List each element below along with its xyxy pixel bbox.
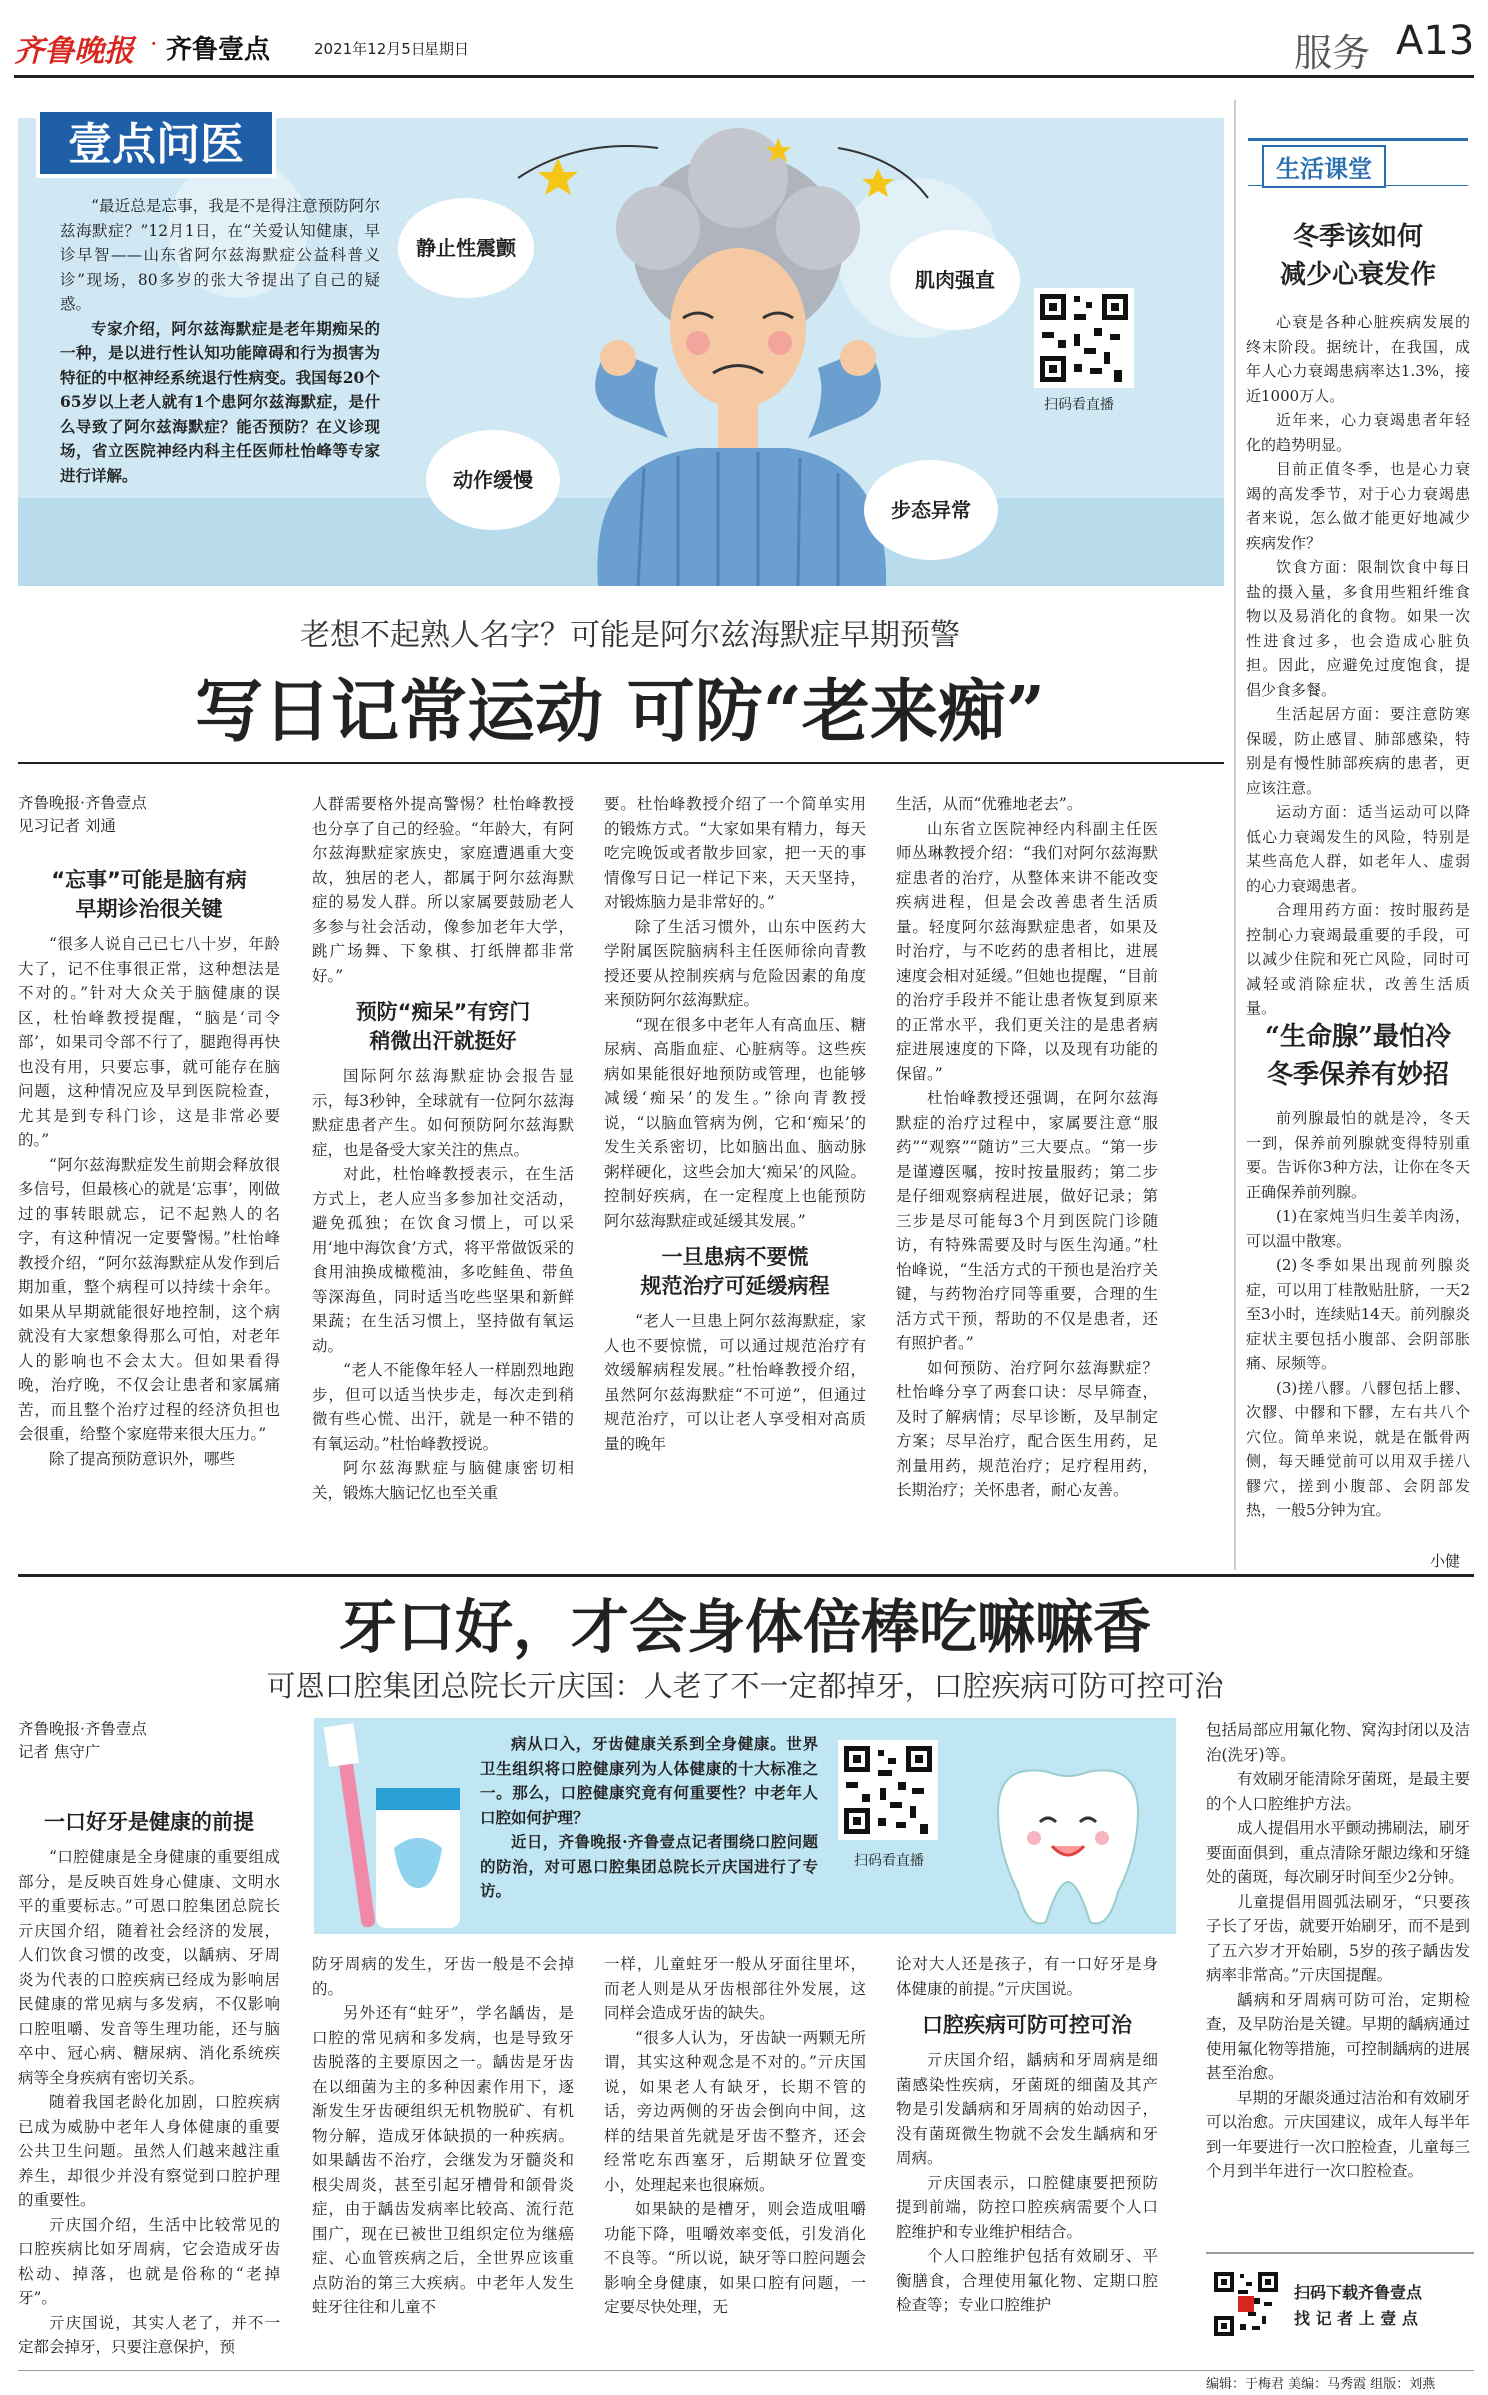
banner-intro-p2: 专家介绍，阿尔兹海默症是老年期痴呆的一种，是以进行性认知功能障碍和行为损害为特征的中枢神经系统退行性病变。我国每20个65岁以上老人就有1个患阿尔兹海默症，是什么导致了阿尔兹海默症？能否预防？在义诊现场，省立医院神经内科主任医师杜怡峰等专家进行详解。 xyxy=(60,318,380,485)
byline-outlet: 齐鲁晚报·齐鲁壹点 xyxy=(18,794,147,812)
sidebar-title-1: 冬季该如何 减少心衰发作 xyxy=(1279,222,1436,290)
paragraph: 饮食方面：限制饮食中每日盐的摄入量，多食用些粗纤维食物以及易消化的食物。如果一次性进食过多，也会造成心脏负担。因此，应避免过度饱食，提倡少食多餐。 xyxy=(1246,558,1470,699)
bubble-rigidity: 肌肉强直 xyxy=(890,230,1020,330)
paragraph: “口腔健康是全身健康的重要组成部分，是反映百姓身心健康、文明水平的重要标志。”可恩口腔集团总院长亓庆国介绍，随着社会经济的发展，人们饮食习惯的改变，以龋病、牙周炎为代表的口腔疾病已经成为影响居民健康的常见病与多发病，不仅影响口腔咀嚼、发音等生理功能，还与脑卒中、冠心病、糖尿病、消化系统疾病等全身疾病有密切关系。 xyxy=(18,1848,280,2087)
oral-banner-p1: 病从口入，牙齿健康关系到全身健康。世界卫生组织将口腔健康列为人体健康的十大标准之一。那么，口腔健康究竟有何重要性？中老年人口腔如何护理？ xyxy=(480,1734,818,1827)
paragraph: 早期的牙龈炎通过洁治和有效刷牙可以治愈。亓庆国建议，成年人每半年到一年要进行一次口腔检查，儿童每三个月到半年进行一次口腔检查。 xyxy=(1206,2088,1470,2180)
sidebar-title-2: “生命腺”最怕冷 冬季保养有妙招 xyxy=(1265,1022,1451,1090)
paragraph: 除了生活习惯外，山东中医药大学附属医院脑病科主任医师徐向青教授还要从控制疾病与危险因素的角度来预防阿尔兹海默症。 xyxy=(604,917,866,1009)
paragraph: “现在很多中老年人有高血压、糖尿病、高脂血症、心脏病等。这些疾病如果能很好地预防或管理，也能够减缓‘痴呆’的发生。”徐向青教授说，“以脑血管病为例，它和‘痴呆’的发生关系密切，比如脑出血、脑动脉粥样硬化，这些会加大‘痴呆’的风险。控制好疾病，在一定程度上也能预防阿尔兹海默症或延缓其发展。” xyxy=(604,1015,866,1230)
oral-banner-text xyxy=(480,1732,818,1904)
article1-rule xyxy=(18,762,1224,764)
article2-subhead-2: 口腔疾病可防可控可治 xyxy=(922,2013,1132,2037)
article2-subhead-1: 一口好牙是健康的前提 xyxy=(44,1810,254,1834)
banner-intro-p1: “最近总是忘事，我是不是得注意预防阿尔兹海默症？”12月1日，在“关爱认知健康，早诊早智——山东省阿尔兹海默症公益科普义诊”现场，80多岁的张大爷提出了自己的疑惑。 xyxy=(60,197,380,313)
article1-subhead-3: 一旦患病不要慌 规范治疗可延缓病程 xyxy=(640,1245,830,1298)
paragraph: 龋病和牙周病可防可治，定期检查，及早防治是关键。早期的龋病通过使用氟化物等措施，可控制龋病的进展甚至治愈。 xyxy=(1206,1990,1470,2082)
paragraph: 运动方面：适当运动可以降低心力衰竭发生的风险，特别是某些高危人群，如老年人、虚弱的心力衰竭患者。 xyxy=(1246,803,1470,895)
footer-editors: 编辑：于梅君 美编：马秀霞 组版：刘燕 xyxy=(1206,2377,1436,2392)
oral-qr-code[interactable] xyxy=(838,1740,938,1840)
tooth-mascot-illustration xyxy=(978,1762,1158,1932)
paragraph: (3)搓八髎。八髎包括上髎、次髎、中髎和下髎，左右共八个穴位。简单来说，就是在骶骨两侧，每天睡觉前可以用双手搓八髎穴，搓到小腹部、会阴部发热，一般5分钟为宜。 xyxy=(1246,1378,1470,1519)
paragraph: 个人口腔维护包括有效刷牙、平衡膳食，合理使用氟化物、定期口腔检查等；专业口腔维护 xyxy=(896,2247,1158,2314)
paragraph: 杜怡峰教授还强调，在阿尔兹海默症的治疗过程中，家属要注意“服药”“观察”“随访”三大要点。“第一步是谨遵医嘱，按时按量服药；第二步是仔细观察病程进展，做好记录；第三步是尽可能每3个月到医院门诊随访，有特殊需要及时与医生沟通。”杜怡峰说，“生活方式的干预也是治疗关键，与药物治疗同等重要，合理的生活方式干预，帮助的不仅是患者，还有照护者。” xyxy=(896,1089,1158,1352)
paragraph: 近年来，心力衰竭患者年轻化的趋势明显。 xyxy=(1246,411,1470,454)
paragraph: 亓庆国介绍，龋病和牙周病是细菌感染性疾病，牙菌斑的细菌及其产物是引发龋病和牙周病的始动因子，没有菌斑微生物就不会发生龋病和牙周病。 xyxy=(896,2051,1158,2167)
date: 2021年12月5日 xyxy=(314,40,426,58)
article2-col1 xyxy=(18,1808,280,2382)
article2-byline xyxy=(18,1718,147,1764)
byline-reporter: 见习记者 刘通 xyxy=(18,817,116,835)
paragraph: 合理用药方面：按时服药是控制心力衰竭最重要的手段，可以减少住院和死亡风险，同时可减轻或消除症状，改善生活质量。 xyxy=(1246,901,1470,1017)
paragraph: 亓庆国说，其实人老了，并不一定都会掉牙，只要注意保护，预 xyxy=(18,2313,280,2356)
paragraph: 山东省立医院神经内科副主任医师丛琳教授介绍：“我们对阿尔兹海默症患者的治疗，从整体来讲不能改变疾病进程，但是会改善患者生活质量。轻度阿尔兹海默症患者，如果及时治疗，与不吃药的患者相比，进展速度会相对延缓。”但她也提醒，“目前的治疗手段并不能让患者恢复到原来的正常水平，我们更关注的是患者病症进展速度的下降，以及现有功能的保留。” xyxy=(896,819,1158,1083)
article1-kicker: 老想不起熟人名字？可能是阿尔兹海默症早期预警 xyxy=(300,618,960,653)
paragraph: 亓庆国表示，口腔健康要把预防提到前端，防控口腔疾病需要个人口腔维护和专业维护相结合。 xyxy=(896,2173,1158,2241)
article1-headline: 写日记常运动 可防“老来痴” xyxy=(195,672,1045,752)
footer-qr-text-2: 找 记 者 上 壹 点 xyxy=(1294,2309,1418,2328)
footer-rule xyxy=(18,2370,1474,2371)
article2-headline: 牙口好，才会身体倍棒吃嘛嘛香 xyxy=(338,1593,1151,1661)
article1-col1 xyxy=(18,866,280,1536)
masthead-rule xyxy=(14,75,1474,78)
oral-banner-p2: 近日，齐鲁晚报·齐鲁壹点记者围绕口腔问题的防治，对可恩口腔集团总院长亓庆国进行了专访。 xyxy=(480,1832,818,1900)
paragraph: 要。杜怡峰教授介绍了一个简单实用的锻炼方式。“大家如果有精力，每天吃完晚饭或者散步回家，把一天的事情像写日记一样记下来，天天坚持，对锻炼脑力是非常好的。” xyxy=(604,795,866,911)
paragraph: (2)冬季如果出现前列腺炎症，可以用丁桂散贴肚脐，一天2至3小时，连续贴14天。前列腺炎症状主要包括小腹部、会阴部胀痛、尿频等。 xyxy=(1246,1256,1470,1372)
logo-cn: 齐鲁晚报 xyxy=(14,34,134,69)
sidebar-article-1 xyxy=(1246,310,1470,1017)
paragraph: 儿童提倡用圆弧法刷牙，“只要孩子长了牙齿，就要开始刷牙，而不是到了五六岁才开始刷，5岁的孩子龋齿发病率非常高。”亓庆国提醒。 xyxy=(1206,1892,1470,1984)
paragraph: 国际阿尔兹海默症协会报告显示，每3秒钟，全球就有一位阿尔兹海默症患者产生。如何预防阿尔兹海默症，也是备受大家关注的焦点。 xyxy=(312,1067,574,1159)
section-name: 服务 xyxy=(1294,31,1371,75)
paragraph: 前列腺最怕的就是冷，冬天一到，保养前列腺就变得特别重要。告诉你3种方法，让你在冬天正确保养前列腺。 xyxy=(1246,1109,1470,1201)
footer-qr-code[interactable] xyxy=(1210,2268,1282,2340)
sidebar-article-2 xyxy=(1246,1106,1470,1544)
paragraph: 对此，杜怡峰教授表示，在生活方式上，老人应当多参加社交活动，避免孤独；在饮食习惯上，可以采用‘地中海饮食’方式，将平常做饭采的食用油换成橄榄油，多吃鲑鱼、带鱼等深海鱼，同时适当吃些坚果和新鲜果蔬；在生活习惯上，坚持做有氧运动。 xyxy=(312,1165,574,1355)
article1-col4 xyxy=(896,792,1158,1536)
article2-col4 xyxy=(896,1952,1158,2382)
article1-col3 xyxy=(604,792,866,1536)
article1-col2 xyxy=(312,792,574,1536)
paragraph: 阿尔兹海默症与脑健康密切相关，锻炼大脑记忆也至关重 xyxy=(312,1459,574,1502)
paragraph: 成人提倡用水平颤动拂刷法，刷牙要面面俱到，重点清除牙龈边缘和牙缝处的菌斑，每次刷牙时间至少2分钟。 xyxy=(1206,1819,1470,1886)
banner-logo: 壹点问医 xyxy=(36,108,276,178)
sidebar-header xyxy=(1248,138,1468,186)
paragraph: 目前正值冬季，也是心力衰竭的高发季节，对于心力衰竭患者来说，怎么做才能更好地减少疾病发作？ xyxy=(1246,460,1470,552)
paragraph: 论对大人还是孩子，有一口好牙是身体健康的前提。”亓庆国说。 xyxy=(896,1955,1158,1998)
article1-byline xyxy=(18,792,147,838)
paragraph: 心衰是各种心脏疾病发展的终末阶段。据统计，在我国，成年人心力衰竭患病率达1.3%，接近1000万人。 xyxy=(1246,313,1470,405)
paragraph: 防牙周病的发生，牙齿一般是不会掉的。 xyxy=(312,1955,574,1998)
logo-brand: 齐鲁壹点 xyxy=(166,35,271,65)
paragraph: 如何预防、治疗阿尔兹海默症？杜怡峰分享了两套口诀：尽早筛查，及时了解病情；尽早诊断，及早制定方案；尽早治疗，配合医生用药，足剂量用药，规范治疗；足疗程用药，长期治疗；关怀患者，耐心友善。 xyxy=(896,1358,1158,1499)
paragraph: (1)在家炖当归生姜羊肉汤，可以温中散寒。 xyxy=(1246,1207,1470,1250)
oral-qr-caption: 扫码看直播 xyxy=(854,1853,924,1869)
paragraph: 生活起居方面：要注意防寒保暖，防止感冒、肺部感染，特别是有慢性肺部疾病的患者，更应该注意。 xyxy=(1246,705,1470,797)
article2-col5 xyxy=(1206,1718,1470,2202)
paragraph: 如果缺的是槽牙，则会造成咀嚼功能下降，咀嚼效率变低，引发消化不良等。“所以说，缺牙等口腔问题会影响全身健康，如果口腔有问题，一定要尽快处理，无 xyxy=(604,2200,866,2316)
article2-col2 xyxy=(312,1952,574,2382)
paragraph: 包括局部应用氟化物、窝沟封闭以及洁治(洗牙)等。 xyxy=(1206,1721,1470,1764)
paragraph: “老人不能像年轻人一样剧烈地跑步，但可以适当快步走，每次走到稍微有些心慌、出汗，就是一种不错的有氧运动。”杜怡峰教授说。 xyxy=(312,1361,574,1453)
sidebar-author: 小健 xyxy=(1430,1552,1461,1570)
paragraph: 随着我国老龄化加剧，口腔疾病已成为威胁中老年人身体健康的重要公共卫生问题。虽然人们越来越注重养生，却很少并没有察觉到口腔护理的重要性。 xyxy=(18,2093,280,2209)
paragraph: “很多人认为，牙齿缺一两颗无所谓，其实这种观念是不对的。”亓庆国说，如果老人有缺牙，长期不管的话，旁边两侧的牙齿会倒向中间，这样的结果首先就是牙齿不整齐，还会经常吃东西塞牙，后期缺牙位置变小，处理起来也很麻烦。 xyxy=(604,2028,866,2194)
banner-qr-caption: 扫码看直播 xyxy=(1044,397,1114,413)
bubble-gait: 步态异常 xyxy=(864,460,998,560)
weekday: 星期日 xyxy=(424,40,470,58)
oral-banner xyxy=(314,1718,1176,1934)
bubble-slowness: 动作缓慢 xyxy=(426,430,560,530)
paragraph: 亓庆国介绍，生活中比较常见的口腔疾病比如牙周病，它会造成牙齿松动、掉落，也就是俗称的“老掉牙”。 xyxy=(18,2215,280,2307)
article2-subhead: 可恩口腔集团总院长亓庆国：人老了不一定都掉牙，口腔疾病可防可控可治 xyxy=(266,1669,1224,1703)
paragraph: 有效刷牙能清除牙菌斑，是最主要的个人口腔维护方法。 xyxy=(1206,1770,1470,1813)
paragraph: “阿尔兹海默症发生前期会释放很多信号，但最核心的就是‘忘事’，刚做过的事转眼就忘，记不起熟人的名字，有这种情况一定要警惕。”杜怡峰教授介绍，“阿尔兹海默症从发作到后期加重，整个病程可以持续十余年。如果从早期就能很好地控制，这个病就没有大家想象得那么可怕，对老年人的影响也不会太大。但如果看得晚，治疗晚，不仅会让患者和家属痛苦，而且整个治疗过程的经济负担也会很重，给整个家庭带来很大压力。” xyxy=(18,1155,280,1443)
banner-qr-code[interactable] xyxy=(1034,288,1134,388)
banner xyxy=(18,118,1224,586)
byline-outlet: 齐鲁晚报·齐鲁壹点 xyxy=(18,1720,147,1738)
paragraph: 人群需要格外提高警惕？杜怡峰教授也分享了自己的经验。“年龄大，有阿尔兹海默症家族史，家庭遭遇重大变故，独居的老人，都属于阿尔兹海默症的易发人群。所以家属要鼓励老人多参与社会活动，像参加老年大学，跳广场舞、下象棋、打纸牌都非常好。” xyxy=(312,795,574,985)
footer-qr-text-1: 扫码下载齐鲁壹点 xyxy=(1294,2283,1423,2302)
article2-col3 xyxy=(604,1952,866,2382)
paragraph: 除了提高预防意识外，哪些 xyxy=(49,1449,236,1468)
paragraph: “老人一旦患上阿尔兹海默症，家人也不要惊慌，可以通过规范治疗有效缓解病程发展。”杜怡峰教授介绍，虽然阿尔兹海默症“不可逆”，但通过规范治疗，可以让老人享受相对高质量的晚年 xyxy=(604,1312,866,1453)
bubble-tremor: 静止性震颤 xyxy=(398,198,534,298)
paragraph: 生活，从而“优雅地老去”。 xyxy=(896,795,1083,813)
article1-subhead-2: 预防“痴呆”有窍门 稍微出汗就挺好 xyxy=(355,1000,531,1053)
paragraph: 一样，儿童蛀牙一般从牙面往里坏，而老人则是从牙齿根部往外发展，这同样会造成牙齿的缺失。 xyxy=(604,1955,866,2022)
section-divider xyxy=(18,1574,1474,1577)
sidebar-header-label: 生活课堂 xyxy=(1262,145,1386,188)
byline-reporter: 记者 焦守广 xyxy=(18,1743,101,1761)
page-number: A13 xyxy=(1396,18,1475,64)
paragraph: “很多人说自己已七八十岁，年龄大了，记不住事很正常，这种想法是不对的。”针对大众关于脑健康的误区，杜怡峰教授提醒，“脑是‘司令部’，如果司令部不行了，腿跑得再快也没有用，只要忘事，就可能存在脑问题，这种情况应及早到医院检查，尤其是到专科门诊，这是非常必要的。” xyxy=(18,935,280,1149)
paragraph: 另外还有“蛀牙”，学名龋齿，是口腔的常见病和多发病，也是导致牙齿脱落的主要原因之一。龋齿是牙齿在以细菌为主的多种因素作用下，逐渐发生牙齿硬组织无机物脱矿、有机物分解，造成牙体缺损的一种疾病。如果龋齿不治疗，会继发为牙髓炎和根尖周炎，甚至引起牙槽骨和颌骨炎症，由于龋齿发病率比较高、流行范围广，现在已被世卫组织定位为继癌症、心血管疾病之后，全世界应该重点防治的第三大疾病。中老年人发生蛀牙往往和儿童不 xyxy=(312,2004,574,2316)
banner-intro xyxy=(60,194,380,488)
article1-subhead-1: “忘事”可能是脑有病 早期诊治很关键 xyxy=(51,868,247,921)
